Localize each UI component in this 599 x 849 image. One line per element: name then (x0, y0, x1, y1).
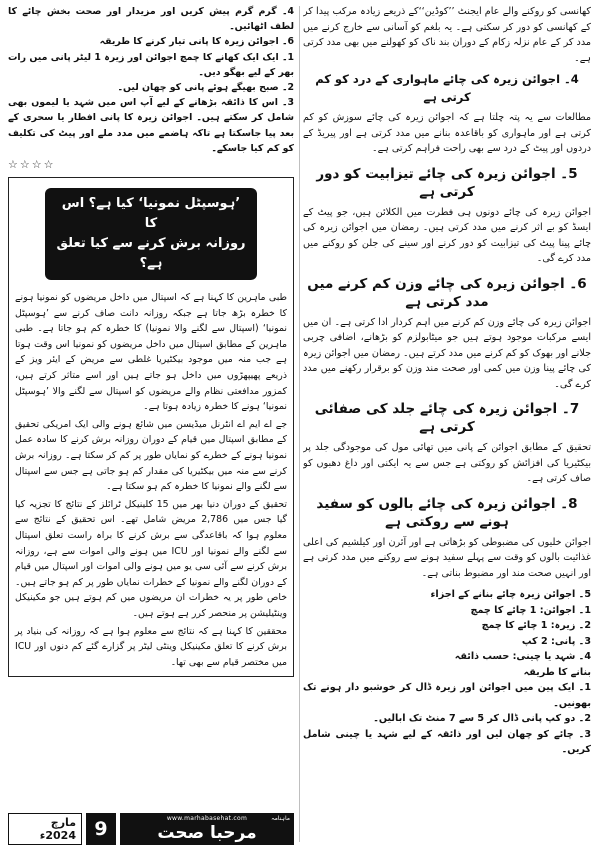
list-item: 6۔ اجوائن زیرہ کا پانی تیار کرنے کا طریقہ (99, 36, 294, 48)
list-item: 1۔ ایک ایک کھانے کا چمچ اجوائن اور زیرہ 1 لیٹر پانی میں رات بھر کے لیے بھگو دیں۔ (8, 51, 294, 78)
method-step: 3۔ چائے کو چھان لیں اور ذائقہ کے لیے شہد یا چینی شامل کریں۔ (303, 728, 591, 755)
website-url[interactable]: www.marhabasehat.com (166, 815, 248, 822)
section-heading: 8۔ اجوائن زیرہ کی چائے بالوں کو سفید ہونے سے روکتی ہے (316, 495, 578, 530)
magazine-logo (120, 813, 294, 845)
method-step: 2۔ دو کپ پانی ڈال کر 5 سے 7 منٹ تک ابالیں۔ (373, 713, 591, 724)
section-text: مطالعات سے یہ پتہ چلتا ہے کہ اجوائن زیرہ کی چائے سوزش کو کم کرتی ہے اور ماہواری کو باقاعدہ بنانے میں مدد کرتی ہے اور پیریڈ کے دردوں اور پیٹ کے درد سے بھی راحت فراہم کرتی ہے۔ (303, 112, 591, 154)
article-paragraph: محققین کا کہنا ہے کہ نتائج سے معلوم ہوا ہے کہ روزانہ کی بنیاد پر برش کرنے کا تعلق مکینیکل وینٹی لیٹر پر گزارے گئے کم دنوں اور ICU میں مختصر قیام سے بھی تھا۔ (15, 625, 287, 668)
section-heading: 5۔ اجوائن زیرہ کی چائے تیزابیت کو دور کرتی ہے (316, 165, 578, 200)
ingredient-item: 2۔ زیرہ: 1 چائے کا چمچ (481, 620, 591, 631)
section-heading: 4۔ اجوائن زیرہ کی چائے ماہواری کے درد کو کم کرتی ہے (315, 72, 579, 104)
section-text: اجوائن زیرہ کی چائے وزن کم کرنے میں اہم کردار ادا کرتی ہے۔ ان میں ایسے مرکبات موجود ہوتے ہیں جو میٹابولزم کو بڑھانے، اضافی چربی جلانے اور بھوک کو کم کرنے میں مدد کرتے ہیں۔ رمضان میں اجوائن زیرہ کی چائے پینا وزن میں کمی اور صحت مند وزن کو برقرار رکھنے میں مدد کرے گی۔ (303, 316, 591, 390)
right-column (303, 4, 591, 844)
list-item: 3۔ اس کا ذائقہ بڑھانے کے لیے آپ اس میں شہد یا لیموں بھی شامل کر سکتے ہیں۔ اجوائن زیرہ کا پانی افطار یا سحری کے بعد پیا جاسکتا ہے تاکہ ہاضمے میں مدد ملے اور پیٹ کی تکلیف کو کم کیا جاسکے۔ (8, 97, 294, 154)
method-step: 1۔ ایک پین میں اجوائن اور زیرہ ڈال کر خوشبو دار ہونے تک بھونیں۔ (303, 682, 591, 709)
section-heading: 6۔ اجوائن زیرہ کی چائے وزن کم کرنے میں مدد کرتی ہے (307, 275, 587, 310)
section-text: اجوائن زیرہ کی چائے دونوں ہی فطرت میں الکلائن ہیں، جو پیٹ کے ایسڈ کو بے اثر کرنے میں مدد کرتی ہیں۔ رمضان میں اجوائن زیرہ کی چائے پینا پیٹ کی تیزابیت کو دور کرنے اور سینے کی جلن کو روکنے میں مدد کرے گی۔ (303, 206, 591, 264)
ingredient-item: 1۔ اجوائن: 1 چائے کا چمچ (470, 604, 591, 616)
article-paragraph: جے اے ایم اے انٹرنل میڈیسن میں شائع ہونے والی ایک امریکی تحقیق کے مطابق اسپتال میں قیام کے دوران روزانہ برش کرنے کا سادہ عمل نمونیا ہونے کے خطرے کو نمایاں طور پر کم کر سکتا ہے۔ روزانہ برش کرنے سے منہ میں بیکٹیریا کی مقدار کم ہو جاتی ہے جس سے اسپتال سے لگنے والے نمونیا کا خطرہ کم ہو سکتا ہے۔ (15, 418, 287, 493)
article-paragraph: تحقیق کے دوران دنیا بھر میں 15 کلینیکل ٹرائلز کے نتائج کا تجزیہ کیا گیا جس میں 2,786 مریض شامل تھے۔ اس تحقیق کے نتائج سے معلوم ہوا کہ باقاعدگی سے برش کرنے کا براہ راست تعلق اسپتال سے لگنے والے نمونیا اور ICU میں ہونے والی اموات سے ہے، روزانہ برش کرنے سے آئی سی یو میں ہونے والی اموات اور اسپتال میں قیام کے دوران لگنے والے نمونیا کے خطرات نمایاں طور پر کم ہو جاتے ہیں۔ خاص طور پر یہ خطرات ان مریضوں میں کم ہوتے ہیں جو مکینیکل وینٹیلیشن پر منحصر کرر ہے ہوتے ہیں۔ (15, 498, 288, 619)
left-column (8, 4, 294, 816)
ingredient-item: 3۔ پانی: 2 کپ (521, 635, 591, 647)
magazine-tag: ماہنامہ (271, 815, 290, 822)
section-text: تحقیق کے مطابق اجوائن کے پانی میں تھائی مول کی موجودگی جلد پر بیکٹیریا کی افزائش کو روکتی ہے جس سے یہ ایکنی اور داغ دھبوں کو صاف کرتی ہے۔ (303, 442, 591, 484)
intro-paragraph: کھانسی کو روکنے والے عام ایجنٹ ’’کوڈین‘‘کے ذریعے زیادہ مرکب پیدا کر کے کھانسی کو دور کر سکتی ہے۔ یہ بلغم کو آسانی سے خارج کرنے میں مدد کر کے عام نزلہ زکام کے دوران بند ناک کو کھولنے میں بھی مدد کرتی ہے۔ (303, 6, 591, 64)
article-title-line2: روزانہ برش کرنے سے کیا تعلق ہے؟ (56, 236, 246, 272)
boxed-article (8, 177, 294, 677)
article-title-line1: ’ہوسپٹل نمونیا‘ کیا ہے؟ اس کا (61, 196, 241, 232)
section-heading: 7۔ اجوائن زیرہ کی چائے جلد کی صفائی کرتی ہے (314, 401, 580, 435)
magazine-name: مرحبا صحت (157, 823, 257, 843)
column-divider (299, 6, 300, 842)
ingredient-item: 4۔ شہد یا چینی: حسب ذائقہ (454, 651, 591, 662)
article-paragraph: طبی ماہرین کا کہنا ہے کہ اسپتال میں داخل مریضوں کو نمونیا ہونے کا خطرہ بڑھ جاتا ہے جبکہ روزانہ دانت صاف کرنے سے ’ہوسپٹل نمونیا‘ (اسپتال سے لگنے والا نمونیا) کا خطرہ کم ہو جاتا ہے۔ طبی ماہرین کے مطابق اسپتال میں داخل مریضوں کو نمونیا اس وقت ہوتا ہے جب منہ میں موجود بیکٹیریا غلطی سے مریض کے ایئر ویز کے ذریعے پھیپھڑوں میں داخل ہو جاتے ہیں اور اسے متاثر کرتے ہیں، کمزور مدافعتی نظام والے مریضوں کو اسپتال سے لگنے والا ’ہوسپٹل نمونیا‘ ہونے کا خطرہ زیادہ ہوتا ہے۔ (15, 292, 287, 413)
end-stars: ☆☆☆☆ (8, 158, 56, 172)
ingredients-title: 5۔ اجوائن زیرہ چائے بنانے کے اجزاء (430, 589, 591, 600)
section-text: اجوائن خلیوں کی مضبوطی کو بڑھاتی ہے اور آئرن اور کیلشیم کی اعلی غذائیت بالوں کو وقت سے پہلے سفید ہونے سے روکنے میں مدد کرتی ہے اور انہیں صحت مند اور مضبوط بناتی ہے۔ (303, 536, 591, 579)
page-number: 9 (86, 813, 116, 845)
footer-masthead (8, 813, 294, 845)
list-item: 2۔ صبح بھیگے ہوئے پانی کو چھان لیں۔ (117, 82, 294, 94)
method-title: بنانے کا طریقہ (523, 666, 591, 678)
list-item: 4۔ گرم گرم پیش کریں اور مزیدار اور صحت بخش چائے کا لطف اٹھائیں۔ (8, 6, 294, 33)
article-title-banner (45, 188, 257, 280)
left-top-list (8, 4, 294, 156)
issue-date: مارچ 2024ء (8, 813, 82, 845)
